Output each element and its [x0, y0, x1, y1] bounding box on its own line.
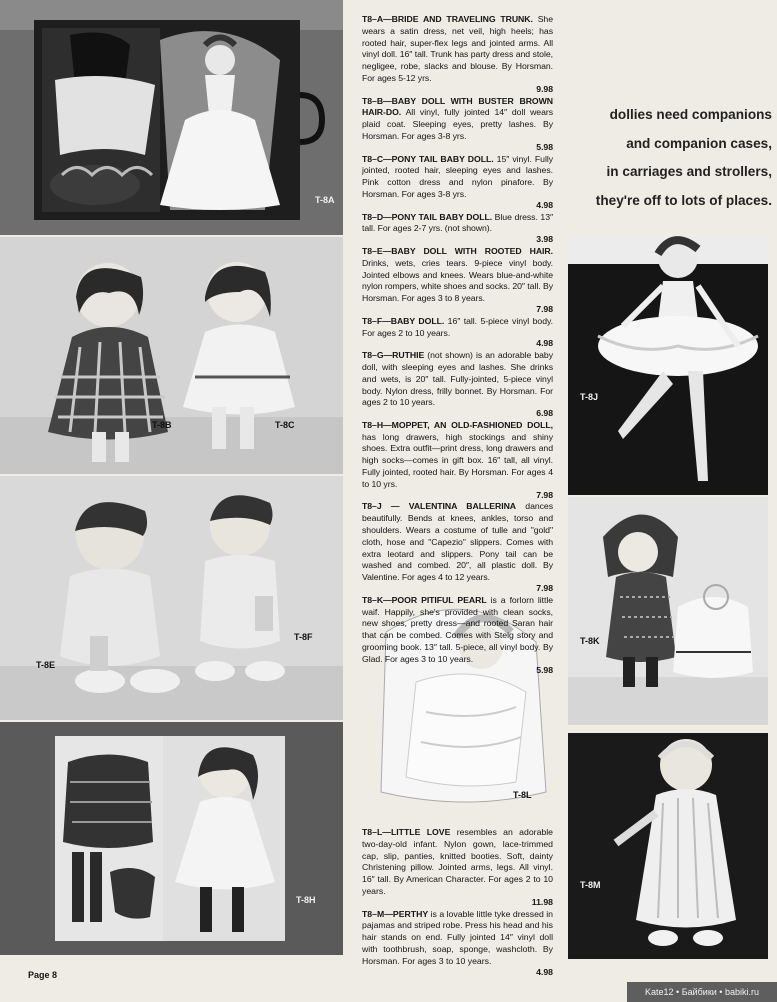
entry-title: T8–M—PERTHY — [362, 908, 429, 919]
catalog-entry — [362, 246, 553, 316]
tagline-line: and companion cases, — [626, 135, 772, 151]
entry-description: is a forlorn little waif. Happily, she's provided with clean socks, new shoes, pretty dress—and rooted Saran hair that can be combed. Comes with Steig story and grooming book. 13″ tall. 5-piece, all vinyl body. By Glad. For ages 3 to 10 years. — [362, 594, 554, 664]
entry-description: (not shown) is an adorable baby doll, with sleeping eyes and lashes. She drinks and wets, is 20″ tall. Fully-jointed, 5-piece vinyl body. Nylon dress, frilly bonnet. By Horsman. For ages 2 to 10 years. — [362, 350, 553, 408]
entry-title: T8–B—BABY DOLL WITH BUSTER BROWN HAIR-DO. — [362, 95, 553, 118]
catalog-entry — [362, 909, 553, 979]
entry-price: 4.98 — [536, 966, 553, 977]
catalog-entry — [362, 212, 553, 246]
entry-title: T8–K—POOR PITIFUL PEARL — [362, 594, 487, 605]
entry-description: 16″ tall. 5-piece vinyl body. For ages 2 to 10 years. — [362, 315, 553, 338]
catalog-entry — [362, 96, 553, 154]
entry-title: T8–H—MOPPET, AN OLD-FASHIONED DOLL, — [362, 419, 553, 430]
entry-description: 15″ vinyl. Fully jointed, rooted hair, sleeping eyes and lashes. Pink cotton dress and nylon pinafore. By Horsman. For ages 3-8 yrs. — [362, 153, 554, 199]
catalog-entry — [362, 154, 553, 212]
entry-description: All vinyl, fully jointed 14″ doll wears plaid coat. Sleeping eyes, pretty lashes. By Horsman. For ages 3-8 yrs. — [362, 107, 553, 141]
catalog-listing-bottom — [362, 827, 553, 978]
photo-baby-dolls-e-f — [0, 476, 343, 720]
watermark: Kate12 • Байбики • babiki.ru — [627, 982, 777, 1002]
entry-description: dances beautifully. Bends at knees, ankles, torso and shoulders. Wears a costume of tulle and "gold" cloth, hose and "Capezio" slippers. Comes with extra leotard and slippers. Pony tail can be washed and combed. 20″, all plastic doll. By Valentine. For ages 4 to 12 years. — [362, 501, 553, 583]
catalog-entry — [362, 595, 553, 677]
photo-label-t8m: T-8M — [580, 880, 601, 890]
entry-description: Drinks, wets, cries tears. 9-piece vinyl body. Jointed elbows and knees. Wears blue-and-white nylon rompers, white shoes and socks. 20″ tall. By Horsman. For ages 3 to 8 years. — [362, 257, 553, 304]
entry-price: 3.98 — [536, 234, 553, 245]
entry-title: T8–C—PONY TAIL BABY DOLL. — [362, 153, 494, 164]
photo-label-t8f: T-8F — [294, 632, 313, 642]
catalog-entry — [362, 14, 553, 96]
entry-title: T8–L—LITTLE LOVE — [362, 827, 451, 837]
entry-description: She wears a satin dress, net veil, high heels; has rooted hair, super-flex legs and jointed arms. All vinyl doll. 16″ tall. Trunk has party dress and stole, negligee, robe, slacks and blouse. By Horsman. For ages 5-12 yrs. — [362, 14, 553, 83]
entry-title: T8–F—BABY DOLL. — [362, 315, 445, 326]
catalog-entry — [362, 350, 553, 420]
photo-label-t8l: T-8L — [513, 790, 532, 800]
entry-price: 7.98 — [536, 303, 553, 314]
photo-baby-dolls-b-c — [0, 237, 343, 474]
catalog-entry — [362, 316, 553, 350]
photo-label-t8e: T-8E — [36, 660, 56, 670]
entry-price: 5.98 — [536, 141, 553, 152]
photo-label-t8b: T-8B — [152, 420, 172, 430]
catalog-entry — [362, 501, 553, 594]
catalog-entry — [362, 827, 553, 909]
photo-label-t8j: T-8J — [580, 392, 599, 402]
tagline-line: in carriages and strollers, — [606, 164, 772, 179]
entry-description: Blue dress. 13″ tall. For ages 2-7 yrs. (not shown). — [362, 211, 553, 234]
catalog-listing — [362, 14, 553, 676]
entry-title: T8–G—RUTHIE — [362, 350, 425, 361]
entry-title: T8–D—PONY TAIL BABY DOLL. — [362, 211, 493, 222]
tagline-line: they're off to lots of places. — [595, 192, 772, 208]
photo-perthy — [568, 733, 768, 959]
entry-title: T8–J — VALENTINA BALLERINA — [362, 501, 517, 512]
entry-price: 11.98 — [531, 896, 553, 907]
photo-bride-trunk — [0, 0, 343, 235]
entry-title: T8–E—BABY DOLL WITH ROOTED HAIR. — [362, 245, 553, 256]
entry-price: 4.98 — [536, 199, 553, 210]
photo-moppet-gift-box — [0, 722, 343, 955]
catalog-entry — [362, 420, 553, 502]
entry-description: resembles an adorable two-day-old infant. Nylon gown, lace-trimmed cap, slip, panties, knitted booties. Soft, dainty Christening pillow. Jointed arms, legs. All vinyl. 16″ tall. By American Character. For ages 2 to 10 years. — [362, 827, 553, 896]
tagline — [570, 101, 772, 215]
entry-price: 9.98 — [536, 83, 553, 94]
entry-price: 6.98 — [536, 408, 553, 419]
photo-label-t8c: T-8C — [275, 420, 295, 430]
photo-label-t8h: T-8H — [296, 895, 316, 905]
photo-valentina-ballerina — [568, 236, 768, 495]
entry-price: 5.98 — [536, 664, 553, 675]
entry-description: has long drawers, high stockings and shiny shoes. Extra outfit—print dress, long drawers and high socks—comes in gift box. 16″ tall, all vinyl. Fully jointed, rooted hair. By Horsman. For ages 4 to 10 yrs. — [362, 431, 553, 489]
entry-title: T8–A—BRIDE AND TRAVELING TRUNK. — [362, 14, 533, 24]
entry-description: is a lovable little tyke dressed in pajamas and striped robe. Press his head and his hair stands on end. Fully jointed 14″ vinyl doll with toothbrush, soap, sponge, washcloth. By Horsman. For ages 3 to 10 years. — [362, 908, 553, 966]
photo-label-t8k: T-8K — [580, 636, 600, 646]
entry-price: 7.98 — [536, 489, 553, 500]
entry-price: 7.98 — [536, 583, 553, 594]
entry-price: 4.98 — [536, 338, 553, 349]
photo-label-t8a: T-8A — [315, 195, 335, 205]
tagline-line: dollies need companions — [609, 107, 772, 122]
photo-poor-pitiful-pearl — [568, 497, 768, 725]
page-number: Page 8 — [28, 970, 58, 980]
